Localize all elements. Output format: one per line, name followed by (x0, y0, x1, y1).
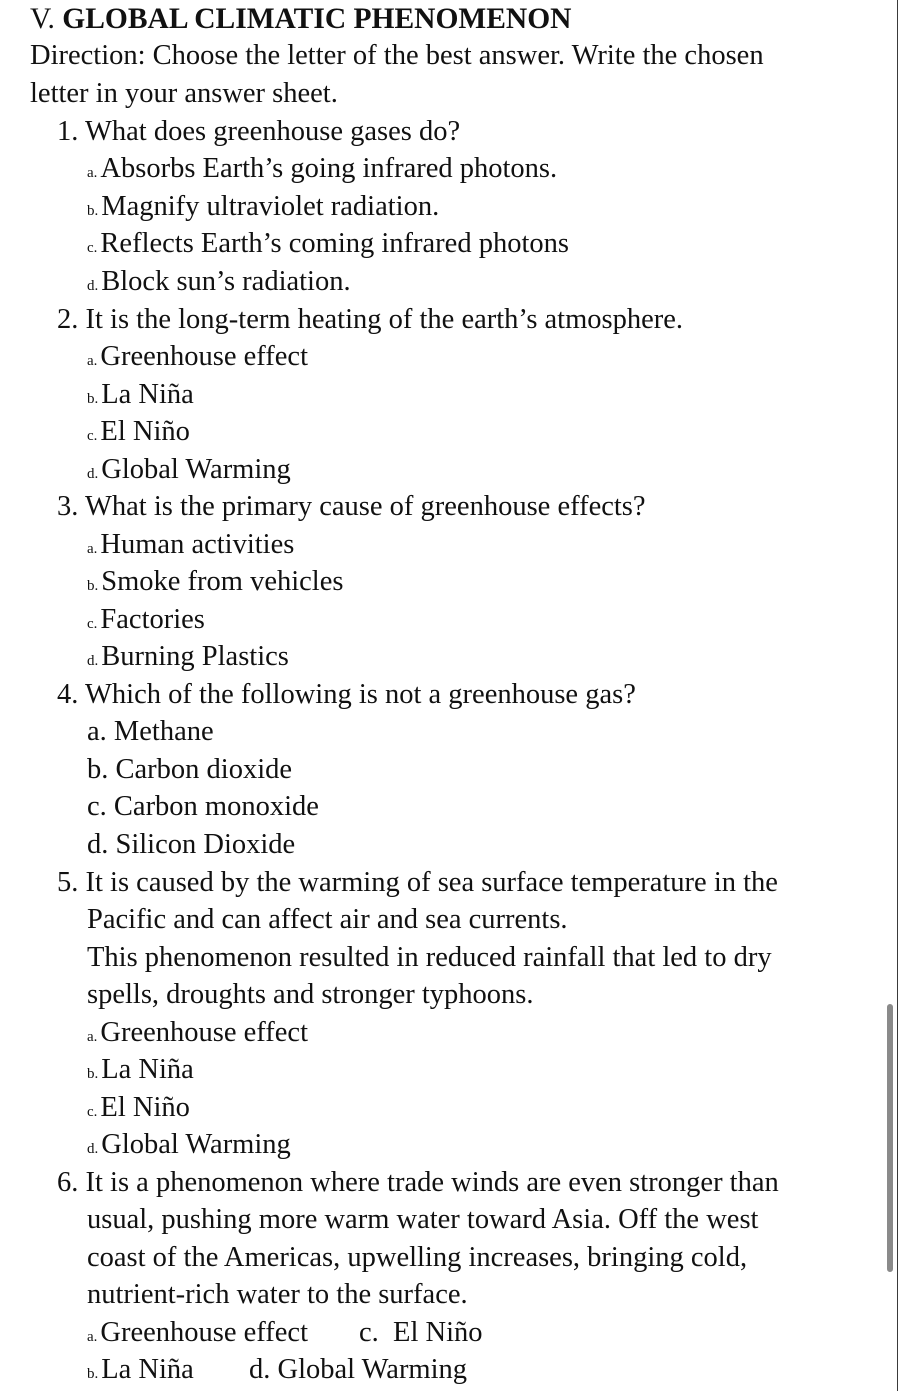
q3-option-b[interactable] (87, 565, 343, 603)
option-letter: c. (87, 791, 107, 822)
question-3 (57, 490, 646, 524)
section-heading (30, 2, 571, 36)
option-text: Human activities (100, 529, 295, 560)
option-text: La Niña (101, 379, 194, 410)
option-text: Greenhouse effect (100, 341, 308, 372)
q2-option-b[interactable] (87, 378, 194, 416)
q5-option-d[interactable] (87, 1128, 291, 1166)
option-letter: b. (87, 203, 99, 219)
option-text: Global Warming (277, 1354, 468, 1385)
option-letter: d. (87, 466, 99, 482)
question-5-line-3: This phenomenon resulted in reduced rainfall that led to dry (87, 942, 772, 973)
option-text: Absorbs Earth’s going infrared photons. (100, 153, 558, 184)
q4-option-c[interactable] (87, 790, 319, 824)
question-text: What does greenhouse gases do? (85, 116, 461, 147)
question-5 (57, 866, 778, 900)
q6-option-b[interactable] (87, 1353, 194, 1391)
option-text: El Niño (100, 1092, 190, 1123)
option-letter: d. (87, 653, 99, 669)
question-number: 3. (57, 491, 79, 522)
option-letter: a. (87, 1029, 98, 1045)
q4-option-b[interactable] (87, 753, 292, 787)
q2-option-d[interactable] (87, 453, 291, 491)
option-letter: b. (87, 391, 99, 407)
question-6 (57, 1166, 779, 1200)
option-text: Factories (100, 604, 205, 635)
q2-option-a[interactable] (87, 340, 308, 378)
direction-line-1: Direction: Choose the letter of the best answer. Write the chosen (30, 40, 764, 71)
option-text: Greenhouse effect (100, 1317, 308, 1348)
option-letter: c. (359, 1317, 379, 1348)
question-6-line-3: coast of the Americas, upwelling increases, bringing cold, (87, 1242, 748, 1273)
option-letter: a. (87, 541, 98, 557)
q6-option-d[interactable] (249, 1353, 467, 1387)
option-text: Global Warming (101, 454, 291, 485)
q4-option-d[interactable] (87, 828, 295, 862)
q4-option-a[interactable] (87, 715, 214, 749)
option-letter: a. (87, 716, 107, 747)
question-number: 1. (57, 116, 79, 147)
q5-option-c[interactable] (87, 1091, 190, 1129)
option-text: Burning Plastics (101, 641, 289, 672)
option-letter: a. (87, 353, 98, 369)
option-text: La Niña (101, 1054, 194, 1085)
option-letter: a. (87, 1329, 98, 1345)
question-4 (57, 678, 636, 712)
question-number: 2. (57, 304, 79, 335)
option-text: Block sun’s radiation. (101, 266, 351, 297)
option-letter: d. (249, 1354, 271, 1385)
option-text: Carbon dioxide (115, 754, 293, 785)
direction-line-2: letter in your answer sheet. (30, 78, 338, 109)
option-text: Reflects Earth’s coming infrared photons (100, 228, 569, 259)
q5-option-a[interactable] (87, 1016, 308, 1054)
question-text: It is a phenomenon where trade winds are even stronger than (85, 1167, 779, 1198)
option-letter: c. (87, 616, 98, 632)
question-text: Which of the following is not a greenhouse gas? (85, 679, 636, 710)
question-6-line-2: usual, pushing more warm water toward Asia. Off the west (87, 1204, 759, 1235)
question-5-line-4: spells, droughts and stronger typhoons. (87, 979, 534, 1010)
option-text: Global Warming (101, 1129, 291, 1160)
option-letter: b. (87, 578, 99, 594)
option-text: El Niño (100, 416, 190, 447)
question-text: What is the primary cause of greenhouse effects? (85, 491, 646, 522)
q5-option-b[interactable] (87, 1053, 194, 1091)
q6-option-a[interactable] (87, 1316, 308, 1354)
question-text: It is caused by the warming of sea surface temperature in the (85, 867, 778, 898)
option-text: Silicon Dioxide (115, 829, 296, 860)
option-text: Magnify ultraviolet radiation. (101, 191, 440, 222)
option-letter: d. (87, 278, 99, 294)
option-letter: b. (87, 1366, 99, 1382)
option-text: Methane (113, 716, 214, 747)
q1-option-b[interactable] (87, 190, 439, 228)
q3-option-c[interactable] (87, 603, 205, 641)
option-text: Smoke from vehicles (101, 566, 344, 597)
q2-option-c[interactable] (87, 415, 190, 453)
q1-option-a[interactable] (87, 152, 557, 190)
option-letter: b. (87, 1066, 99, 1082)
q3-option-d[interactable] (87, 640, 289, 678)
option-letter: c. (87, 240, 98, 256)
q6-option-c[interactable] (359, 1316, 482, 1350)
question-number: 6. (57, 1167, 79, 1198)
q3-option-a[interactable] (87, 528, 294, 566)
option-text: Greenhouse effect (100, 1017, 308, 1048)
question-1 (57, 115, 460, 149)
question-number: 4. (57, 679, 79, 710)
question-number: 5. (57, 867, 79, 898)
section-numeral: V. (30, 3, 55, 35)
option-letter: a. (87, 165, 98, 181)
option-text: El Niño (393, 1317, 483, 1348)
section-title: GLOBAL CLIMATIC PHENOMENON (62, 3, 572, 35)
q1-option-c[interactable] (87, 227, 569, 265)
scrollbar-thumb[interactable] (887, 1004, 893, 1272)
question-5-line-2: Pacific and can affect air and sea currents. (87, 904, 568, 935)
option-letter: c. (87, 1104, 98, 1120)
question-6-line-4: nutrient-rich water to the surface. (87, 1279, 468, 1310)
option-letter: b. (87, 754, 109, 785)
q1-option-d[interactable] (87, 265, 351, 303)
option-text: La Niña (101, 1354, 194, 1385)
option-letter: d. (87, 829, 109, 860)
option-letter: c. (87, 428, 98, 444)
option-letter: d. (87, 1141, 99, 1157)
question-2 (57, 303, 683, 337)
question-text: It is the long-term heating of the earth’s atmosphere. (85, 304, 684, 335)
option-text: Carbon monoxide (113, 791, 319, 822)
page-edge-line (897, 0, 898, 1391)
